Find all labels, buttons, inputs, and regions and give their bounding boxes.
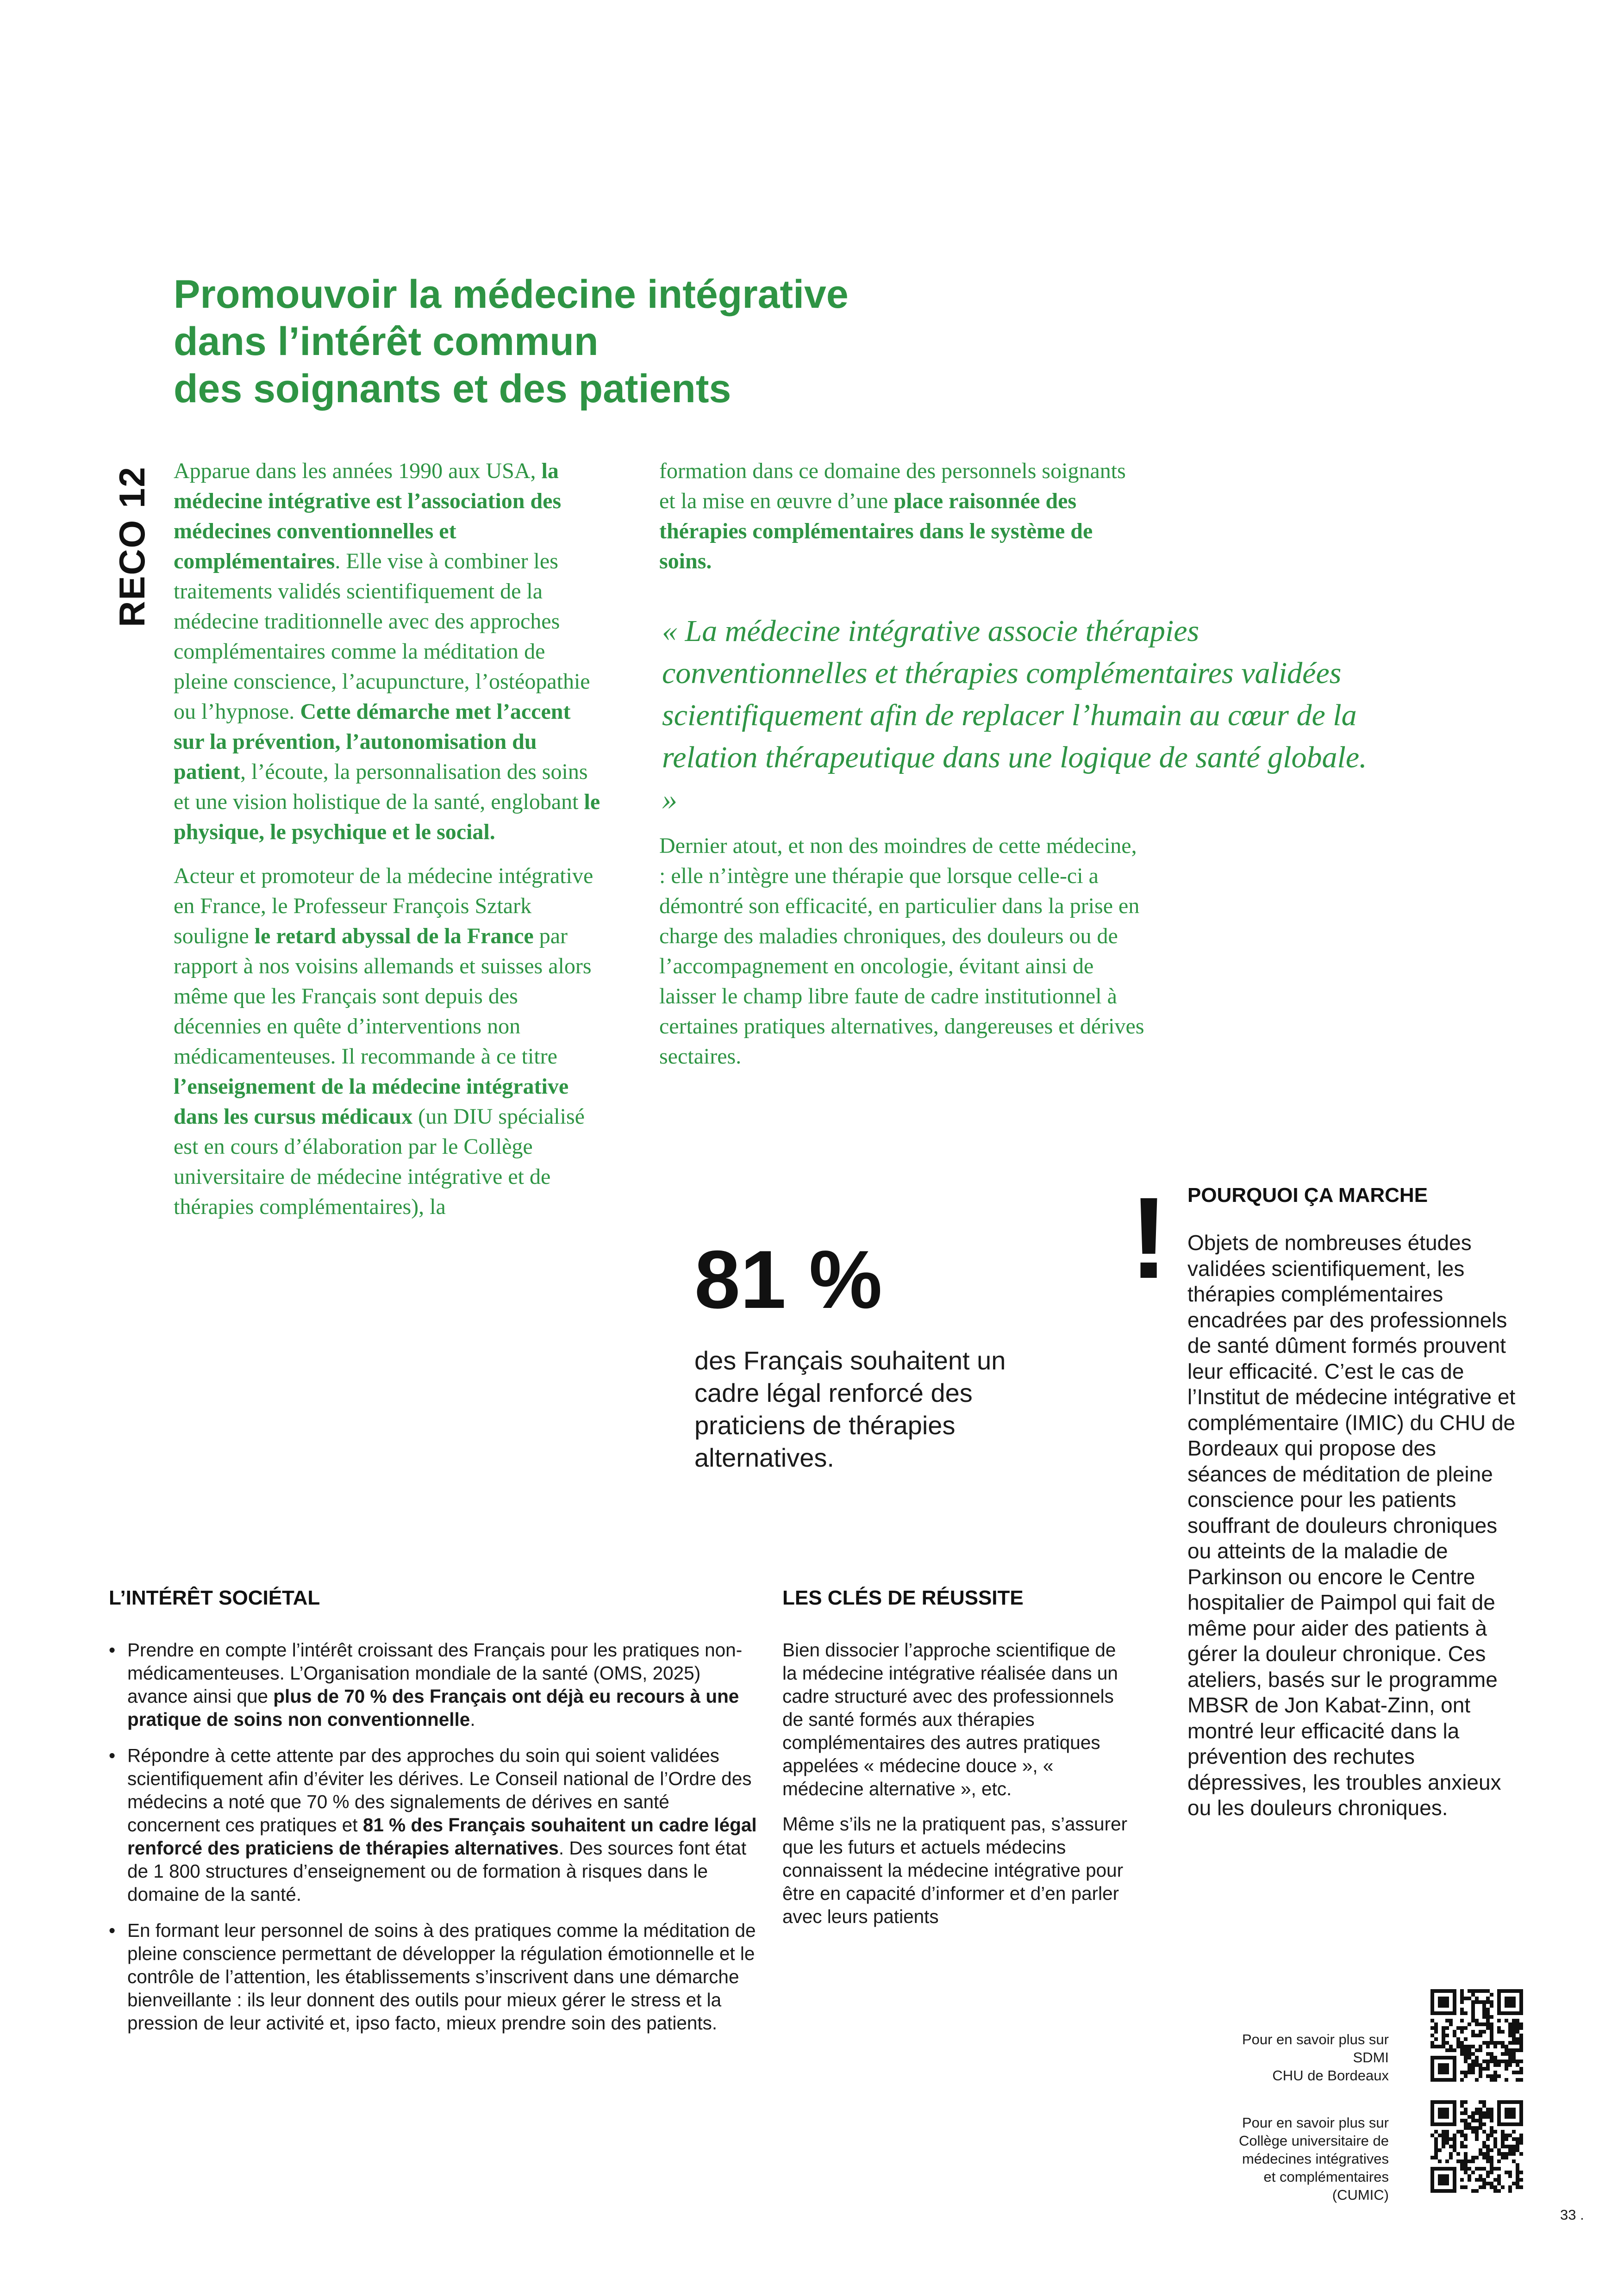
list-item-text: En formant leur personnel de soins à des pratiques comme la méditation de pleine conscience permettant de développer la régulation émotionnelle et le contrôle de l’attention, les établissements s’inscrivent dans une démarche bienveillante : ils leur donnent des outils pour mieux gérer le stress et la pression de leur activité et, ipso facto, mieux prendre soin des patients. — [127, 1920, 756, 2034]
reco-label: RECO 12 — [112, 466, 152, 627]
keys-to-success-title: LES CLÉS DE RÉUSSITE — [782, 1587, 1024, 1609]
list-item — [109, 1744, 757, 1906]
keys-paragraph-1: Bien dissocier l’approche scientifique de la médecine intégrative réalisée dans un cadre structuré avec des professionnels de santé formés aux thérapies complémentaires des autres pratiques appelées « médecine douce », « médecine alternative », etc. — [782, 1639, 1118, 1799]
qr-code-icon[interactable] — [1430, 2100, 1523, 2193]
title-line-1: Promouvoir la médecine intégrative — [174, 272, 849, 317]
column2-paragraph-1: formation dans ce domaine des personnels soignants et la mise en œuvre d’une place raisonnée des thérapies complémentaires dans le système de soins. — [659, 459, 1126, 573]
keys-to-success-text — [782, 1638, 1134, 1940]
more-info-line: SDMI — [1353, 2049, 1389, 2066]
article-column-2-bottom — [659, 831, 1145, 1085]
why-it-works-text: Objets de nombreuses études validées scientifiquement, les thérapies complémentaires encadrées par des professionnels de santé dûment formés prouvent leur efficacité. C’est le cas de l’Institut de médecine intégrative et complémentaire (IMIC) du CHU de Bordeaux qui propose des séances de méditation de pleine conscience pour les patients souffrant de douleurs chroniques ou atteints de la maladie de Parkinson ou encore le Centre hospitalier de Paimpol qui fait de même pour aider des patients à gérer la douleur chronique. Ces ateliers, basés sur le programme MBSR de Jon Kabat-Zinn, ont montré leur efficacité dans la prévention des rechutes dépressives, les troubles anxieux ou les douleurs chroniques. — [1187, 1231, 1516, 1820]
list-item-text: Répondre à cette attente par des approches du soin qui soient validées scientifiquement afin d’éviter les dérives. Le Conseil national de l’Ordre des médecins a noté que 70 % des signalements de dérives en santé concernent ces pratiques et 81 % des Français souhaitent un cadre légal renforcé des praticiens de thérapies alternatives. Des sources font état de 1 800 structures d’enseignement ou de formation à risques dans le domaine de la santé. — [127, 1745, 757, 1905]
article-column-2-top — [659, 456, 1145, 590]
column1-paragraph-1: Apparue dans les années 1990 aux USA, la médecine intégrative est l’association des médecines conventionnelles et complémentaires. Elle vise à combiner les traitements validés scientifiquement de la médecine traditionnelle avec des approches complémentaires comme la méditation de pleine conscience, l’acupuncture, l’ostéopathie ou l’hypnose. Cette démarche met l’accent sur la prévention, l’autonomisation du patient, l’écoute, la personnalisation des soins et une vision holistique de la santé, englobant le physique, le psychique et le social. — [174, 459, 600, 844]
column1-paragraph-2: Acteur et promoteur de la médecine intégrative en France, le Professeur François Sztark souligne le retard abyssal de la France par rapport à nos voisins allemands et suisses alors même que les Français sont depuis des décennies en quête d’interventions non médicamenteuses. Il recommande à ce titre l’enseignement de la médecine intégrative dans les cursus médicaux (un DIU spécialisé est en cours d’élaboration par le Collège universitaire de médecine intégrative et de thérapies complémentaires), la — [174, 864, 593, 1219]
title-line-3: des soignants et des patients — [174, 367, 731, 411]
societal-interest-title: L’INTÉRÊT SOCIÉTAL — [109, 1587, 320, 1609]
stat-value: 81 % — [694, 1233, 882, 1325]
more-info-lead: Pour en savoir plus sur — [1242, 2031, 1389, 2047]
more-info-line: (CUMIC) — [1332, 2187, 1389, 2203]
more-info-sdmi — [1102, 2030, 1389, 2084]
more-info-lead: Pour en savoir plus sur — [1242, 2115, 1389, 2131]
pull-quote: « La médecine intégrative associe thérapies conventionnelles et thérapies complémentaires validées scientifiquement afin de replacer l’humain au cœur de la relation thérapeutique dans une logique de santé globale. » — [662, 614, 1367, 816]
list-item — [109, 1919, 757, 2035]
more-info-cumic — [1102, 2114, 1389, 2204]
list-item — [109, 1638, 757, 1731]
article-column-1 — [174, 456, 604, 1236]
exclamation-icon: ! — [1130, 1173, 1168, 1302]
column2-paragraph-2: Dernier atout, et non des moindres de cette médecine, : elle n’intègre une thérapie que lorsque celle-ci a démontré son efficacité, en particulier dans la prise en charge des maladies chroniques, des douleurs ou de l’accompagnement en oncologie, évitant ainsi de laisser le champ libre faute de cadre institutionnel à certaines pratiques alternatives, dangereuses et dérives sectaires. — [659, 834, 1144, 1069]
bullet-icon: • — [109, 1639, 116, 1661]
title-line-2: dans l’intérêt commun — [174, 319, 599, 364]
societal-interest-list — [109, 1638, 757, 2047]
stat-description: des Français souhaitent un cadre légal renforcé des praticiens de thérapies alternatives. — [694, 1346, 1006, 1472]
page-number: 33 . — [1560, 2207, 1584, 2223]
bullet-icon: • — [109, 1745, 116, 1766]
more-info-line: CHU de Bordeaux — [1272, 2067, 1389, 2084]
more-info-line: médecines intégratives — [1242, 2151, 1389, 2167]
qr-code-icon[interactable] — [1430, 1989, 1523, 2082]
why-it-works-title: POURQUOI ÇA MARCHE — [1187, 1184, 1428, 1207]
list-item-text: Prendre en compte l’intérêt croissant des Français pour les pratiques non-médicamenteuses. L’Organisation mondiale de la santé (OMS, 2025) avance ainsi que plus de 70 % des Français ont déjà eu recours à une pratique de soins non conventionnelle. — [127, 1639, 743, 1730]
more-info-line: Collège universitaire de — [1239, 2133, 1389, 2149]
page-title — [174, 271, 1099, 412]
keys-paragraph-2: Même s’ils ne la pratiquent pas, s’assurer que les futurs et actuels médecins connaissent la médecine intégrative pour être en capacité d’informer et d’en parler avec leurs patients — [782, 1813, 1128, 1927]
bullet-icon: • — [109, 1920, 116, 1941]
more-info-line: et complémentaires — [1263, 2169, 1389, 2185]
